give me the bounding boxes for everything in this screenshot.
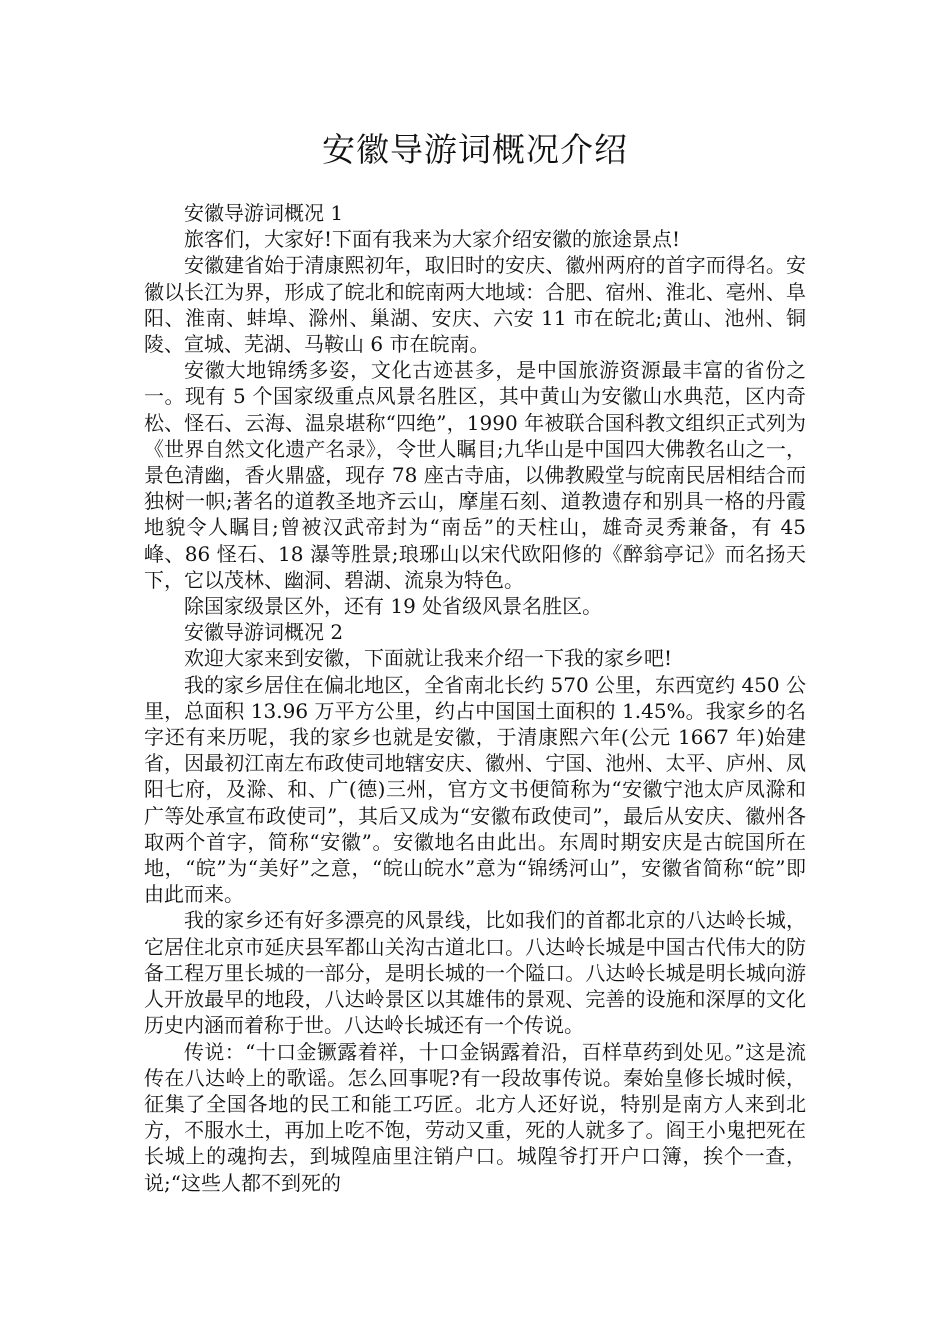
- paragraph: 安徽建省始于清康熙初年，取旧时的安庆、徽州两府的首字而得名。安徽以长江为界，形成了皖北和皖南两大地域：合肥、宿州、淮北、亳州、阜阳、淮南、蚌埠、滁州、巢湖、安庆、六安 11 市在皖北;黄山、池州、铜陵、宣城、芜湖、马鞍山 6 市在皖南。: [144, 253, 806, 357]
- paragraph: 我的家乡还有好多漂亮的风景线，比如我们的首都北京的八达岭长城，它居住北京市延庆县军都山关沟古道北口。八达岭长城是中国古代伟大的防备工程万里长城的一部分，是明长城的一个隘口。八达岭长城是明长城向游人开放最早的地段，八达岭景区以其雄伟的景观、完善的设施和深厚的文化历史内涵而着称于世。八达岭长城还有一个传说。: [144, 908, 806, 1038]
- paragraph: 旅客们，大家好!下面有我来为大家介绍安徽的旅途景点!: [184, 227, 681, 252]
- paragraph: 欢迎大家来到安徽，下面就让我来介绍一下我的家乡吧!: [184, 646, 673, 671]
- paragraph: 除国家级景区外，还有 19 处省级风景名胜区。: [184, 594, 603, 619]
- paragraph: 我的家乡居住在偏北地区，全省南北长约 570 公里，东西宽约 450 公里，总面积 13.96 万平方公里，约占中国国土面积的 1.45%。我家乡的名字还有来历呢，我的家乡也就是安徽，于清康熙六年(公元 1667 年)始建省，因最初江南左布政使司地辖安庆、徽州、宁国、池州、太平、庐州、凤阳七府，及滁、和、广(德)三州，官方文书便简称为“安徽宁池太庐凤滁和广等处承宣布政使司”，其后又成为“安徽布政使司”，最后从安庆、徽州各取两个首字，简称“安徽”。安徽地名由此出。东周时期安庆是古皖国所在地，“皖”为“美好”之意，“皖山皖水”意为“锦绣河山”，安徽省简称“皖”即由此而来。: [144, 672, 806, 907]
- document-page: [144, 122, 806, 1196]
- section-heading-2: 安徽导游词概况 2: [184, 620, 344, 645]
- paragraph: 传说：“十口金镢露着祥，十口金锅露着沿，百样草药到处见。”这是流传在八达岭上的歌谣。怎么回事呢?有一段故事传说。秦始皇修长城时候，征集了全国各地的民工和能工巧匠。北方人还好说，特别是南方人来到北方，不服水土，再加上吃不饱，劳动又重，死的人就多了。阎王小鬼把死在长城上的魂拘去，到城隍庙里注销户口。城隍爷打开户口簿，挨个一查，说;“这些人都不到死的: [144, 1039, 806, 1195]
- document-title: 安徽导游词概况介绍: [322, 130, 628, 169]
- section-heading-1: 安徽导游词概况 1: [184, 201, 344, 225]
- paragraph: 安徽大地锦绣多姿，文化古迹甚多，是中国旅游资源最丰富的省份之一。现有 5 个国家级重点风景名胜区，其中黄山为安徽山水典范，区内奇松、怪石、云海、温泉堪称“四绝”，1990 年被联合国科教文组织正式列为《世界自然文化遗产名录》，令世人瞩目;九华山是中国四大佛教名山之一，景色清幽，香火鼎盛，现存 78 座古寺庙，以佛教殿堂与皖南民居相结合而独树一帜;著名的道教圣地齐云山，摩崖石刻、道教遗存和别具一格的丹霞地貌令人瞩目;曾被汉武帝封为“南岳”的天柱山，雄奇灵秀兼备，有 45 峰、86 怪石、18 瀑等胜景;琅琊山以宋代欧阳修的《醉翁亭记》而名扬天下，它以茂林、幽洞、碧湖、流泉为特色。: [144, 358, 806, 592]
